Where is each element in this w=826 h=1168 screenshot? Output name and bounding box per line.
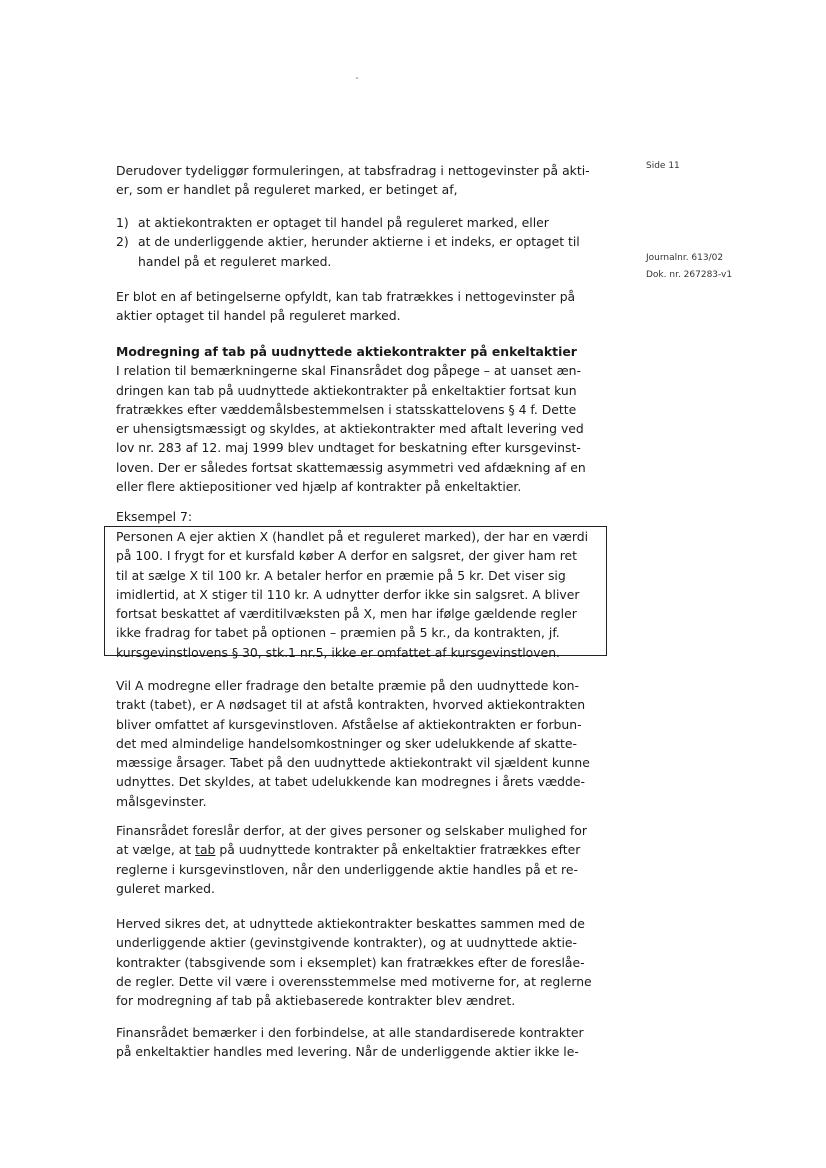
text-line: udnyttes. Det skyldes, at tabet udelukkende kan modregnes i årets vædde- (116, 774, 585, 790)
paragraph-6 (116, 914, 596, 1010)
text-span: på uudnyttede kontrakter på enkeltaktier fratrækkes efter (215, 842, 581, 858)
list-number: 2) (116, 234, 129, 250)
text-line: det med almindelige handelsomkostninger og sker udelukkende af skatte- (116, 735, 578, 751)
text-line: Er blot en af betingelserne opfyldt, kan tab fratrækkes i nettogevinster på (116, 289, 576, 304)
page-number: Side 11 (646, 161, 680, 171)
text-line: trakt (tabet), er A nødsaget til at afstå kontrakten, hvorved aktiekontrakten (116, 697, 586, 713)
journal-number: Journalnr. 613/02 (646, 253, 724, 263)
list-text: at aktiekontrakten er optaget til handel på reguleret marked, eller (138, 215, 549, 230)
document-number: Dok. nr. 267283-v1 (646, 270, 733, 280)
text-line: fortsat beskattet af værditilvæksten på X, men har ifølge gældende regler (116, 606, 577, 622)
text-line: Herved sikres det, at udnyttede aktiekontrakter beskattes sammen med de (116, 916, 585, 931)
text-line: aktier optaget til handel på reguleret marked. (116, 308, 401, 324)
text-line: reglerne i kursgevinstloven, når den underliggende aktie handles på et re- (116, 861, 578, 877)
text-line: imidlertid, at X stiger til 110 kr. A udnytter derfor ikke sin salgsret. A bliver (116, 586, 580, 602)
text-line: for modregning af tab på aktiebaserede kontrakter blev ændret. (116, 993, 516, 1009)
text-line: dringen kan tab på uudnyttede aktiekontrakter på enkeltaktier fortsat kun (116, 382, 577, 398)
text-line: Finansrådet bemærker i den forbindelse, at alle standardiserede kontrakter (116, 1025, 584, 1040)
paragraph-4 (116, 676, 596, 811)
text-line: eller flere aktiepositioner ved hjælp af kontrakter på enkeltaktier. (116, 479, 522, 495)
text-line: kontrakter (tabsgivende som i eksemplet) kan fratrækkes efter de foreslåe- (116, 954, 585, 970)
paragraph-2 (116, 287, 596, 326)
text-line: mæssige årsager. Tabet på den uudnyttede aktiekontrakt vil sjældent kunne (116, 755, 590, 771)
list-text: at de underliggende aktier, herunder aktierne i et indeks, er optaget til (138, 234, 580, 250)
text-line: ikke fradrag for tabet på optionen – præmien på 5 kr., da kontrakten, jf. (116, 625, 560, 641)
text-line: underliggende aktier (gevinstgivende kontrakter), og at uudnyttede aktie- (116, 935, 577, 951)
list-number: 1) (116, 215, 129, 230)
conditions-list (116, 213, 596, 271)
text-line: på enkeltaktier handles med levering. Når de underliggende aktier ikke le- (116, 1044, 579, 1060)
text-line: Vil A modregne eller fradrage den betalte præmie på den uudnyttede kon- (116, 678, 579, 693)
text-line: målsgevinster. (116, 793, 207, 809)
text-line: til at sælge X til 100 kr. A betaler herfor en præmie på 5 kr. Det viser sig (116, 567, 566, 583)
text-span: at vælge, at (116, 842, 196, 858)
text-line: fratrækkes efter væddemålsbestemmelsen i statsskattelovens § 4 f. Dette (116, 401, 577, 417)
paragraph-1 (116, 161, 596, 200)
text-line: guleret marked. (116, 880, 215, 896)
text-line: Derudover tydeliggør formuleringen, at tabsfradrag i nettogevinster på akti- (116, 163, 590, 178)
list-item (116, 232, 596, 251)
underlined-word: tab (195, 842, 216, 858)
list-text-continued: handel på et reguleret marked. (138, 253, 332, 269)
text-line: I relation til bemærkningerne skal Finansrådet dog påpege – at uanset æn- (116, 363, 581, 379)
text-line: Personen A ejer aktien X (handlet på et reguleret marked), der har en værdi (116, 529, 589, 544)
text-line: lov nr. 283 af 12. maj 1999 blev undtaget for beskatning efter kursgevinst- (116, 440, 581, 456)
example-label: Eksempel 7: (116, 509, 193, 524)
text-line: loven. Der er således fortsat skattemæssig asymmetri ved afdækning af en (116, 459, 586, 475)
section-heading: Modregning af tab på uudnyttede aktiekontrakter på enkeltaktier (116, 344, 577, 359)
text-line (116, 840, 596, 859)
text-line: på 100. I frygt for et kursfald køber A derfor en salgsret, der giver ham ret (116, 548, 577, 564)
example-text (116, 527, 588, 662)
scan-speck (356, 77, 358, 79)
text-line: kursgevinstlovens § 30, stk.1 nr.5, ikke er omfattet af kursgevinstloven. (116, 644, 560, 660)
paragraph-5 (116, 821, 596, 898)
text-line: de regler. Dette vil være i overensstemmelse med motiverne for, at reglerne (116, 973, 592, 989)
text-line: er uhensigtsmæssigt og skyldes, at aktiekontrakter med aftalt levering ved (116, 421, 584, 437)
text-line: Finansrådet foreslår derfor, at der gives personer og selskaber mulighed for (116, 823, 587, 838)
text-line: bliver omfattet af kursgevinstloven. Afståelse af aktiekontrakten er forbun- (116, 716, 582, 732)
section (116, 342, 596, 496)
paragraph-7 (116, 1023, 596, 1062)
text-line: er, som er handlet på reguleret marked, er betinget af, (116, 182, 458, 198)
example-label-block (116, 507, 596, 526)
list-item (116, 213, 596, 232)
